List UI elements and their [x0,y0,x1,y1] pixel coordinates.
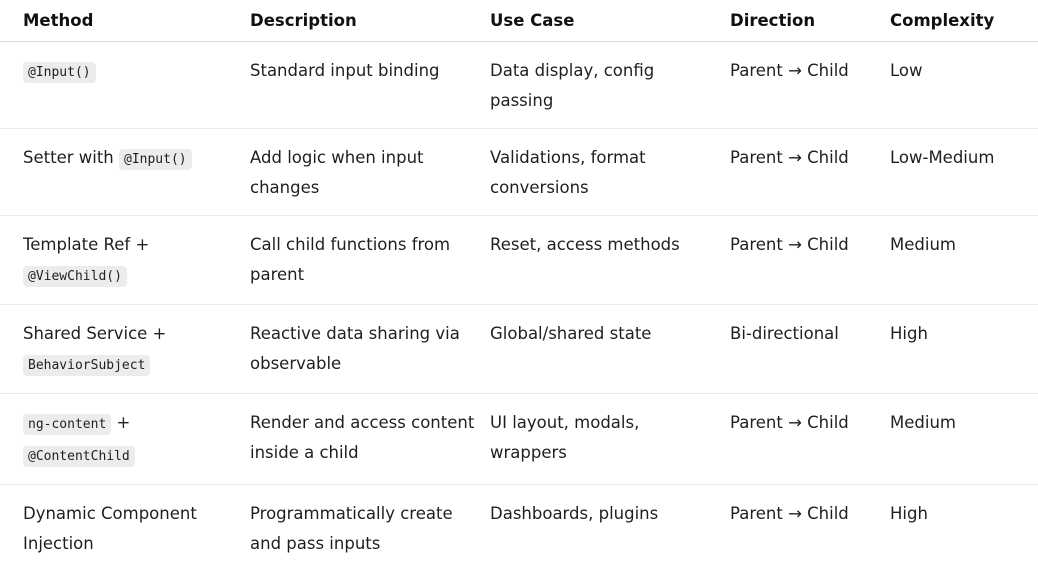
cell-complexity [890,216,1038,305]
cell-direction [730,485,890,571]
direction-text: Parent → Child [730,499,890,529]
cell-complexity [890,485,1038,571]
cell-direction [730,394,890,485]
cell-use-case [490,216,730,305]
cell-use-case [490,485,730,571]
cell-complexity [890,394,1038,485]
header-use-case: Use Case [490,0,730,42]
header-method: Method [0,0,250,42]
table-header [0,0,1038,42]
cell-direction [730,42,890,129]
use-case-text: Validations, format conversions [490,143,730,203]
direction-text: Bi-directional [730,319,890,349]
cell-direction [730,305,890,394]
description-text: Add logic when input changes [250,143,490,203]
direction-text: Parent → Child [730,230,890,260]
direction-text: Parent → Child [730,408,890,438]
use-case-text: UI layout, modals, wrappers [490,408,730,468]
cell-description [250,394,490,485]
cell-description [250,129,490,216]
cell-direction [730,129,890,216]
cell-description [250,42,490,129]
cell-use-case [490,42,730,129]
use-case-text: Global/shared state [490,319,730,349]
inline-code: ng-content [23,414,111,435]
complexity-text: Medium [890,408,1038,438]
description-text: Call child functions from parent [250,230,490,290]
complexity-text: High [890,499,1038,529]
method-prefix: Template Ref + [23,235,149,254]
inline-code: @ContentChild [23,446,135,467]
table-row [0,485,1038,571]
table-row [0,305,1038,394]
inline-code: BehaviorSubject [23,355,150,376]
use-case-text: Reset, access methods [490,230,730,260]
cell-complexity [890,129,1038,216]
cell-direction [730,216,890,305]
cell-use-case [490,394,730,485]
cell-use-case [490,305,730,394]
description-text: Standard input binding [250,56,490,86]
cell-method [0,42,250,129]
complexity-text: Low [890,56,1038,86]
cell-use-case [490,129,730,216]
cell-description [250,485,490,571]
cell-complexity [890,305,1038,394]
cell-method [0,394,250,485]
method-prefix: Shared Service + [23,324,166,343]
description-text: Reactive data sharing via observable [250,319,490,379]
cell-method [0,129,250,216]
cell-complexity [890,42,1038,129]
description-text: Programmatically create and pass inputs [250,499,490,559]
inline-code: @ViewChild() [23,266,127,287]
method-text: Dynamic Component Injection [23,499,250,559]
direction-text: Parent → Child [730,143,890,173]
cell-description [250,305,490,394]
cell-method [0,216,250,305]
header-complexity: Complexity [890,0,1038,42]
table-body [0,42,1038,571]
complexity-text: Low-Medium [890,143,1038,173]
table-row [0,129,1038,216]
table-row [0,216,1038,305]
table-row [0,394,1038,485]
complexity-text: Medium [890,230,1038,260]
header-description: Description [250,0,490,42]
use-case-text: Dashboards, plugins [490,499,730,529]
direction-text: Parent → Child [730,56,890,86]
cell-description [250,216,490,305]
complexity-text: High [890,319,1038,349]
use-case-text: Data display, config passing [490,56,730,116]
cell-method [0,485,250,571]
header-direction: Direction [730,0,890,42]
header-row [0,0,1038,42]
table-row [0,42,1038,129]
description-text: Render and access content inside a child [250,408,490,468]
cell-method [0,305,250,394]
inline-code: @Input() [119,149,192,170]
inline-code: @Input() [23,62,96,83]
method-joiner: + [117,413,131,432]
method-prefix: Setter with [23,148,114,167]
